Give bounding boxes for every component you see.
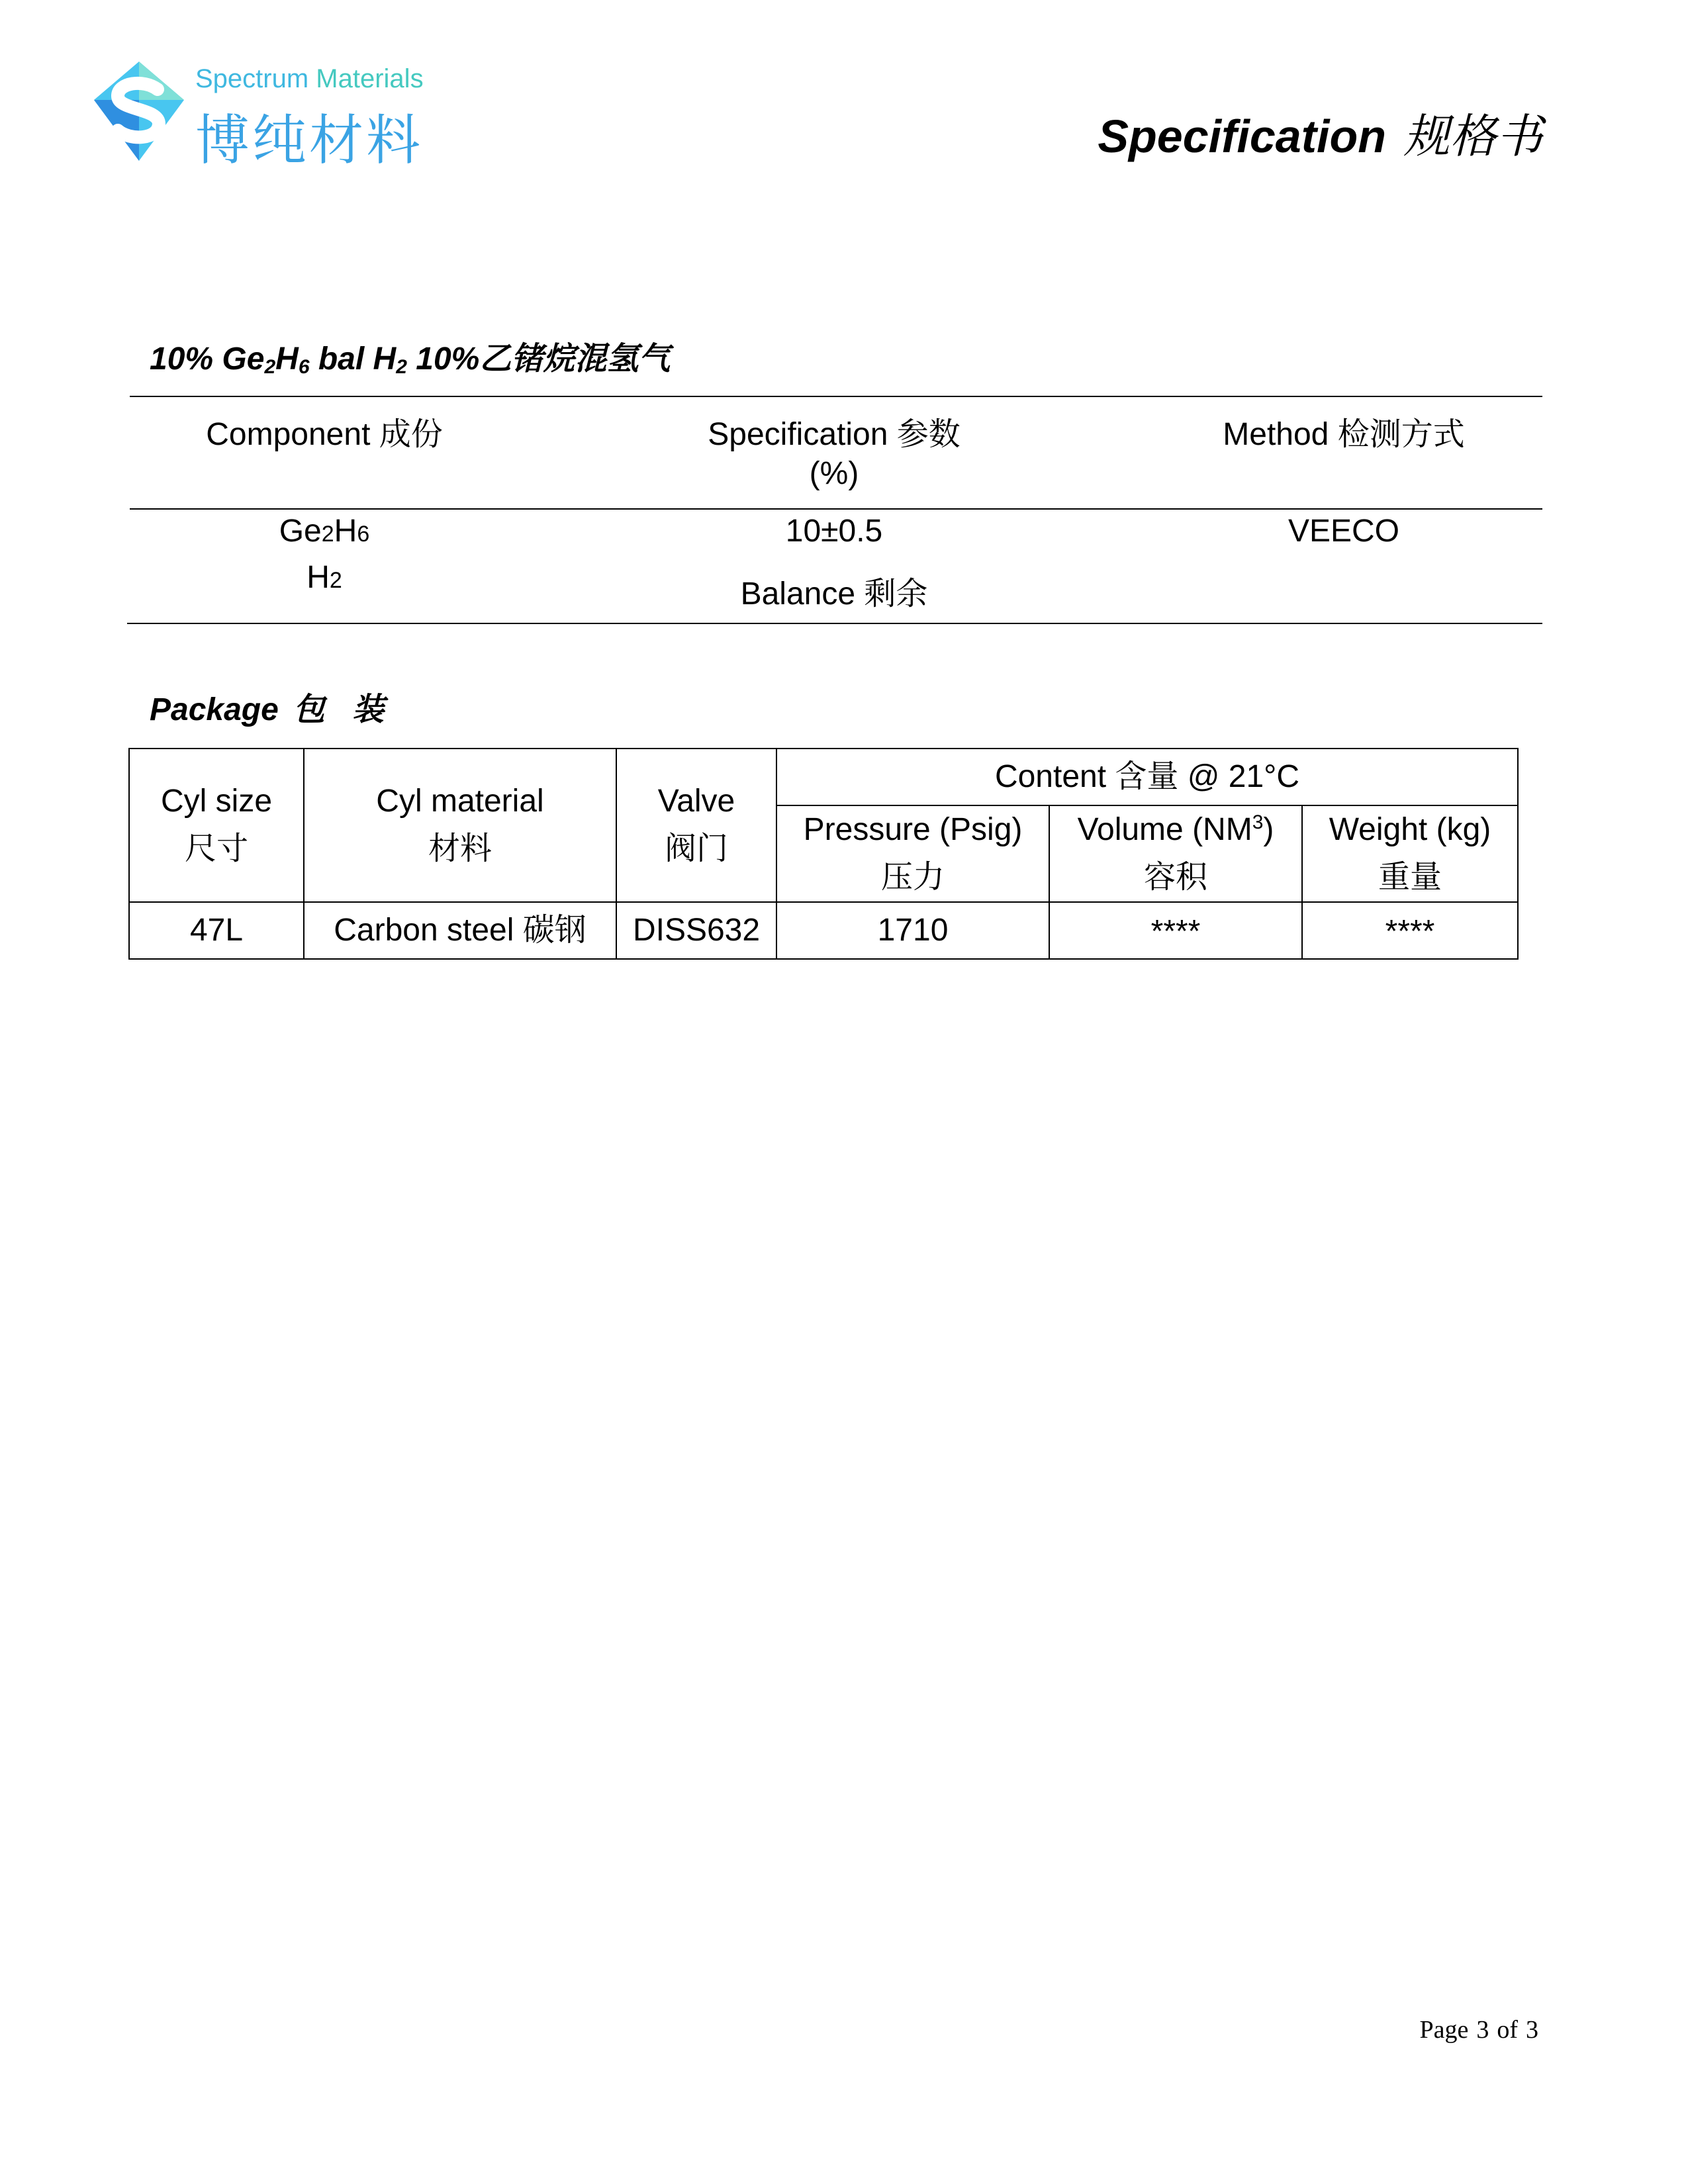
volume-label-cn: 容积 — [1143, 860, 1207, 895]
product-percent: 10% — [150, 341, 214, 377]
page-word: Page — [1419, 2016, 1469, 2044]
spec-table-bottom-rule — [127, 623, 1542, 624]
weight-label: Weight (kg) — [1329, 812, 1491, 847]
spec-component-h-sub: 6 — [357, 522, 370, 547]
package-pressure-value: 1710 — [776, 902, 1049, 959]
product-formula-ge: Ge — [222, 341, 265, 377]
package-header-content: Content 含量 @ 21°C — [776, 749, 1518, 805]
volume-label-text: Volume (NM — [1077, 812, 1252, 847]
product-balance-word: bal — [318, 341, 365, 377]
spec-component-ge: Ge — [279, 514, 322, 549]
package-data-row — [129, 902, 1518, 959]
pressure-label-cn: 压力 — [880, 860, 945, 895]
cyl-size-label: Cyl size — [160, 784, 273, 819]
logo-emblem-icon — [86, 56, 192, 165]
package-cyl-size-value: 47L — [129, 902, 304, 959]
logo-english-name — [195, 64, 424, 94]
package-cyl-material-value: Carbon steel 碳钢 — [304, 902, 616, 959]
document-title — [1098, 99, 1542, 166]
spec-header-component: Component 成份 — [206, 417, 443, 452]
page-total: 3 — [1526, 2016, 1538, 2044]
package-volume-value: **** — [1049, 902, 1302, 959]
spec-value-ge2h6: 10±0.5 — [785, 514, 883, 549]
package-title-en: Package — [150, 692, 279, 727]
spec-table-top-rule — [130, 396, 1542, 397]
page-number — [1415, 2015, 1542, 2044]
package-title-cn: 包 装 — [293, 692, 394, 727]
spec-table-header-rule — [130, 508, 1542, 510]
spec-component-h2-sub: 2 — [329, 568, 342, 593]
product-balance-h-sub: 2 — [396, 356, 407, 378]
spec-value-h2: Balance 剩余 — [740, 576, 928, 612]
spec-header-specification-unit: (%) — [809, 456, 859, 491]
package-weight-value: **** — [1302, 902, 1518, 959]
volume-label — [1050, 806, 1301, 854]
package-header-cyl-material — [304, 749, 616, 902]
package-valve-value: DISS632 — [616, 902, 776, 959]
product-name — [150, 333, 670, 379]
spec-component-ge-sub: 2 — [321, 522, 334, 547]
volume-label-sup: 3 — [1252, 811, 1264, 833]
document-title-en: Specification — [1098, 111, 1386, 162]
volume-label-end: ) — [1263, 812, 1274, 847]
spec-header-specification: Specification 参数 — [708, 417, 961, 452]
logo-chinese-name: 博纯材料 — [195, 111, 424, 171]
spec-component-h: H — [334, 514, 357, 549]
logo-word-materials: Materials — [316, 64, 424, 93]
pressure-label: Pressure (Psig) — [803, 812, 1023, 847]
document-title-cn: 规格书 — [1403, 111, 1542, 162]
logo-word-spectrum: Spectrum — [195, 64, 309, 93]
valve-label: Valve — [657, 784, 735, 819]
company-logo — [86, 56, 430, 169]
spec-method-value: VEECO — [1288, 514, 1400, 549]
package-header-volume — [1049, 805, 1302, 902]
weight-label-cn: 重量 — [1378, 860, 1442, 895]
spec-component-ge2h6 — [225, 513, 424, 549]
product-balance-h: H — [373, 341, 397, 377]
valve-label-cn: 阀门 — [664, 831, 728, 866]
product-name-cn: 10%乙锗烷混氢气 — [416, 341, 671, 377]
product-formula-h-sub: 6 — [298, 356, 310, 378]
cyl-size-label-cn: 尺寸 — [184, 831, 248, 866]
cyl-material-label: Cyl material — [376, 784, 544, 819]
spec-component-h2-h: H — [306, 560, 330, 595]
spec-component-h2 — [225, 559, 424, 596]
package-table — [128, 748, 1519, 960]
cyl-material-label-cn: 材料 — [428, 831, 492, 866]
package-header-weight — [1302, 805, 1518, 902]
package-title — [150, 684, 393, 729]
package-header-row — [129, 749, 1518, 805]
page-current: 3 — [1476, 2016, 1489, 2044]
product-formula-ge-sub: 2 — [264, 356, 276, 378]
package-header-cyl-size — [129, 749, 304, 902]
package-header-valve — [616, 749, 776, 902]
product-formula-h: H — [275, 341, 299, 377]
package-header-pressure — [776, 805, 1049, 902]
page-of: of — [1497, 2016, 1518, 2044]
spec-header-method: Method 检测方式 — [1223, 417, 1465, 452]
